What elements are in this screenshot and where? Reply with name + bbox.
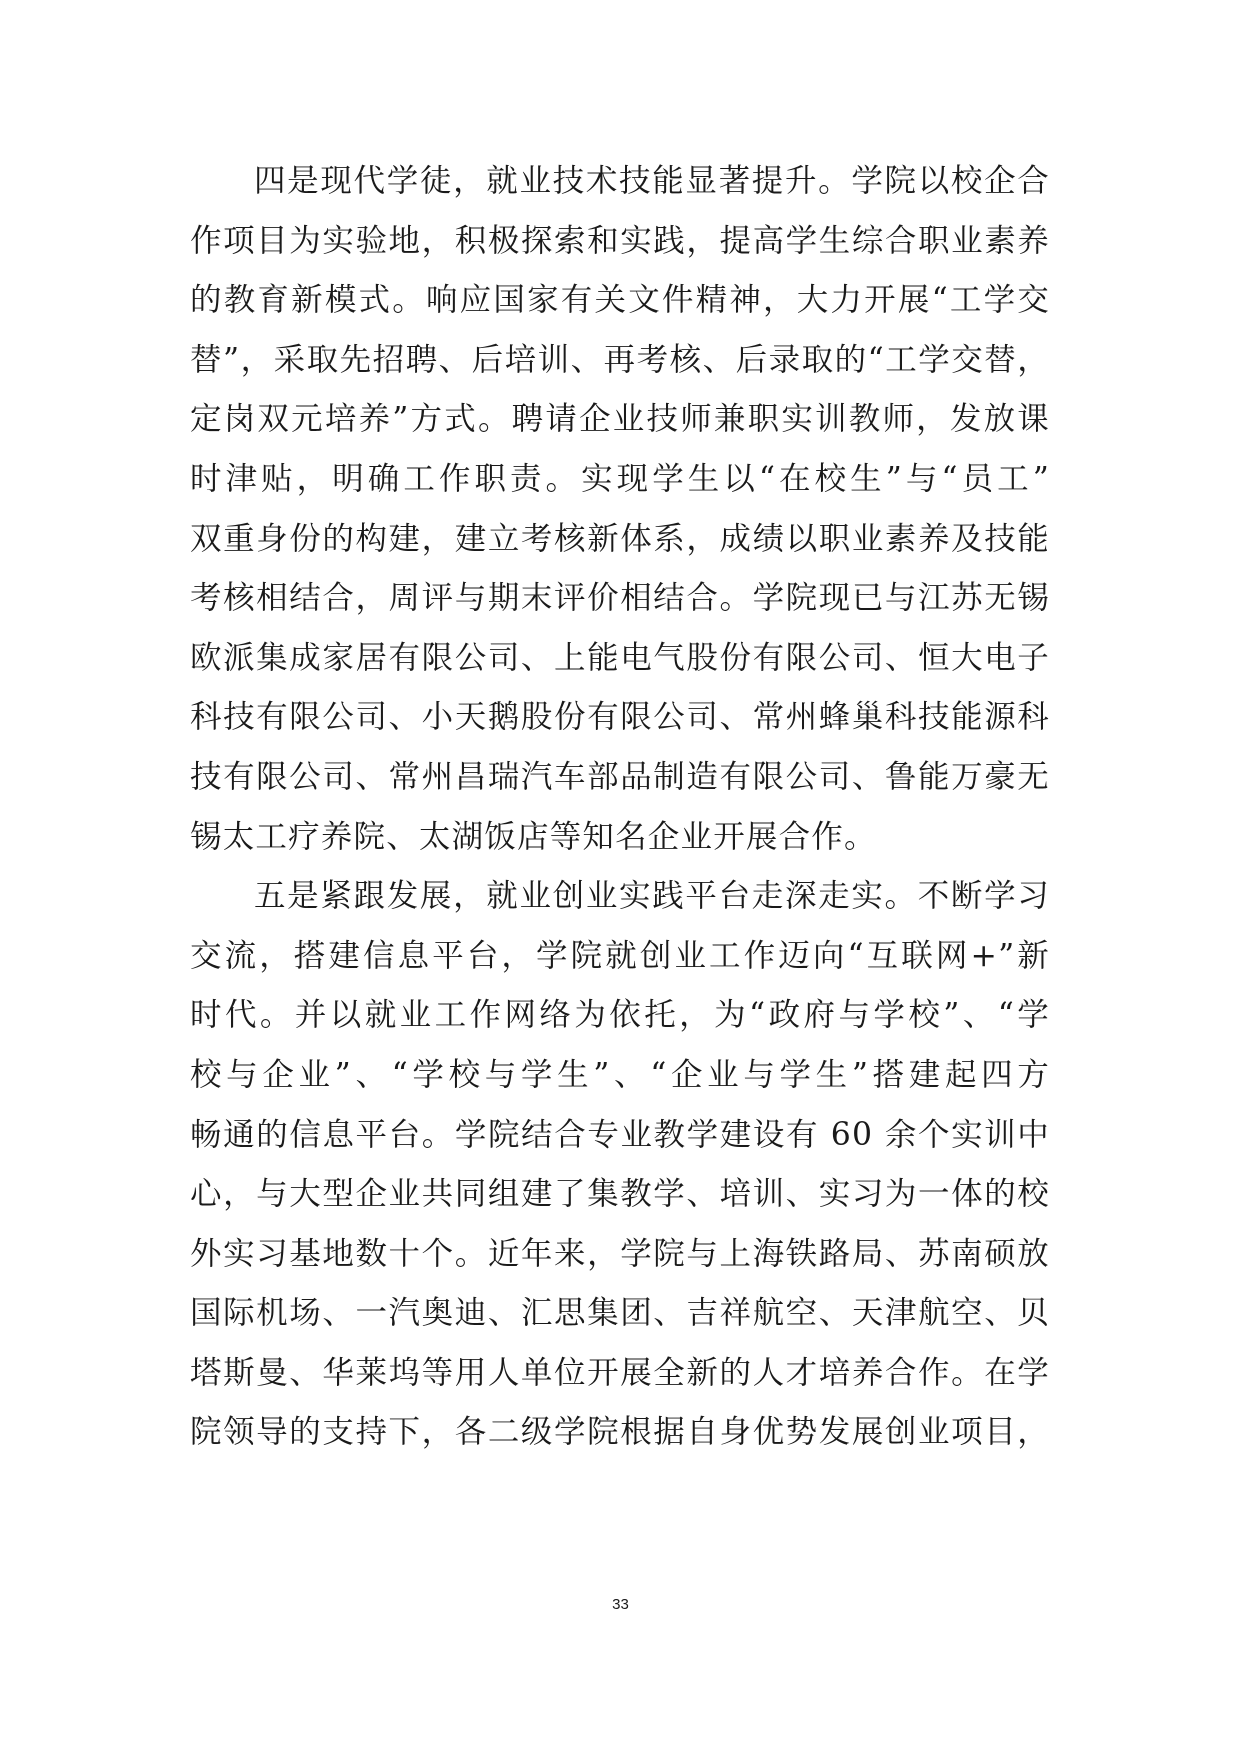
paragraph-apprenticeship <box>190 152 1050 867</box>
paragraph-line: 塔斯曼、华莱坞等用人单位开展全新的人才培养合作。在学 <box>190 1354 1050 1391</box>
paragraph-line: 院领导的支持下，各二级学院根据自身优势发展创业项目， <box>190 1414 1050 1451</box>
paragraph-line: 四是现代学徒，就业技术技能显著提升。学院以校企合 <box>254 163 1050 199</box>
paragraph-line: 交流，搭建信息平台，学院就创业工作迈向“互联网+”新 <box>190 937 1050 974</box>
paragraph-line: 的教育新模式。响应国家有关文件精神，大力开展“工学交 <box>190 282 1050 319</box>
page-number: 33 <box>612 1596 629 1613</box>
paragraph-line: 作项目为实验地，积极探索和实践，提高学生综合职业素养 <box>190 222 1050 259</box>
paragraph-line: 科技有限公司、小天鹅股份有限公司、常州蜂巢科技能源科 <box>190 699 1050 736</box>
paragraph-line: 锡太工疗养院、太湖饭店等知名企业开展合作。 <box>190 818 877 855</box>
paragraph-line: 双重身份的构建，建立考核新体系，成绩以职业素养及技能 <box>190 520 1050 557</box>
paragraph-line: 心，与大型企业共同组建了集教学、培训、实习为一体的校 <box>190 1176 1050 1213</box>
paragraph-line: 畅通的信息平台。学院结合专业教学建设有 60 余个实训中 <box>190 1116 1050 1153</box>
paragraph-line: 五是紧跟发展，就业创业实践平台走深走实。不断学习 <box>254 878 1050 915</box>
paragraph-line: 欧派集成家居有限公司、上能电气股份有限公司、恒大电子 <box>190 639 1050 676</box>
paragraph-line: 技有限公司、常州昌瑞汽车部品制造有限公司、鲁能万豪无 <box>190 758 1050 795</box>
paragraph-line: 国际机场、一汽奥迪、汇思集团、吉祥航空、天津航空、贝 <box>190 1295 1050 1332</box>
body-text <box>190 152 1050 1463</box>
paragraph-entrepreneurship <box>190 867 1050 1463</box>
paragraph-line: 替”，采取先招聘、后培训、再考核、后录取的“工学交替， <box>190 341 1050 378</box>
paragraph-line: 考核相结合，周评与期末评价相结合。学院现已与江苏无锡 <box>190 580 1050 617</box>
paragraph-line: 时津贴，明确工作职责。实现学生以“在校生”与“员工” <box>190 460 1050 497</box>
paragraph-line: 时代。并以就业工作网络为依托，为“政府与学校”、“学 <box>190 997 1050 1034</box>
paragraph-line: 定岗双元培养”方式。聘请企业技师兼职实训教师，发放课 <box>190 401 1050 438</box>
paragraph-line: 校与企业”、“学校与学生”、“企业与学生”搭建起四方 <box>190 1056 1050 1093</box>
paragraph-line: 外实习基地数十个。近年来，学院与上海铁路局、苏南硕放 <box>190 1235 1050 1272</box>
